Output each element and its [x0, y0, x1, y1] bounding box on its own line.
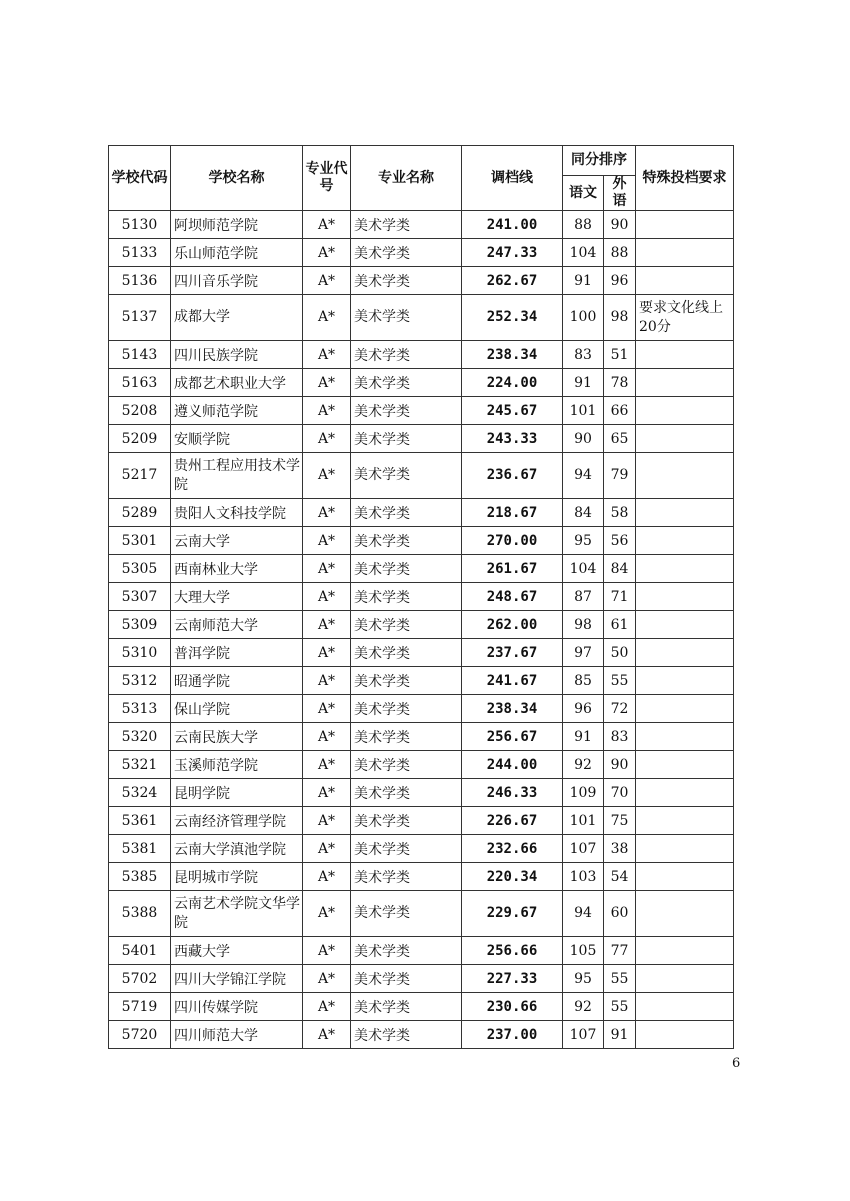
special-requirement-cell	[636, 211, 734, 239]
special-requirement-cell	[636, 611, 734, 639]
score-line-cell: 236.67	[462, 453, 563, 499]
table-row	[109, 295, 734, 341]
special-requirement-cell	[636, 751, 734, 779]
page-number: 6	[732, 1056, 741, 1071]
special-requirement-cell	[636, 453, 734, 499]
foreign-rank-cell: 38	[604, 835, 636, 863]
major-name-cell: 美术学类	[351, 453, 462, 499]
foreign-rank-cell: 79	[604, 453, 636, 499]
header-major-code: 专业代号	[303, 146, 351, 211]
special-requirement-cell	[636, 891, 734, 937]
score-line-cell: 248.67	[462, 583, 563, 611]
foreign-rank-cell: 60	[604, 891, 636, 937]
major-name-cell: 美术学类	[351, 397, 462, 425]
major-name-cell: 美术学类	[351, 1021, 462, 1049]
school-code-cell: 5217	[109, 453, 171, 499]
score-line-cell: 244.00	[462, 751, 563, 779]
school-name-cell: 成都艺术职业大学	[171, 369, 303, 397]
major-code-cell: A*	[303, 993, 351, 1021]
special-requirement-cell	[636, 779, 734, 807]
special-requirement-cell	[636, 667, 734, 695]
major-code-cell: A*	[303, 965, 351, 993]
major-name-cell: 美术学类	[351, 667, 462, 695]
major-code-cell: A*	[303, 807, 351, 835]
admission-score-table	[108, 145, 734, 1049]
special-requirement-cell	[636, 965, 734, 993]
school-code-cell: 5133	[109, 239, 171, 267]
score-line-cell: 218.67	[462, 499, 563, 527]
school-code-cell: 5307	[109, 583, 171, 611]
major-code-cell: A*	[303, 863, 351, 891]
table-row	[109, 369, 734, 397]
score-line-cell: 232.66	[462, 835, 563, 863]
score-line-cell: 245.67	[462, 397, 563, 425]
foreign-rank-cell: 66	[604, 397, 636, 425]
major-name-cell: 美术学类	[351, 267, 462, 295]
special-requirement-cell	[636, 555, 734, 583]
major-code-cell: A*	[303, 583, 351, 611]
major-name-cell: 美术学类	[351, 937, 462, 965]
major-name-cell: 美术学类	[351, 779, 462, 807]
major-name-cell: 美术学类	[351, 695, 462, 723]
special-requirement-cell	[636, 397, 734, 425]
foreign-rank-cell: 77	[604, 937, 636, 965]
score-line-cell: 256.67	[462, 723, 563, 751]
special-requirement-cell	[636, 937, 734, 965]
major-name-cell: 美术学类	[351, 611, 462, 639]
school-code-cell: 5385	[109, 863, 171, 891]
header-school-name: 学校名称	[171, 146, 303, 211]
table-row	[109, 583, 734, 611]
foreign-rank-cell: 72	[604, 695, 636, 723]
school-code-cell: 5388	[109, 891, 171, 937]
school-name-cell: 四川师范大学	[171, 1021, 303, 1049]
chinese-rank-cell: 94	[563, 453, 604, 499]
major-code-cell: A*	[303, 397, 351, 425]
major-name-cell: 美术学类	[351, 965, 462, 993]
major-name-cell: 美术学类	[351, 499, 462, 527]
school-code-cell: 5310	[109, 639, 171, 667]
chinese-rank-cell: 105	[563, 937, 604, 965]
chinese-rank-cell: 88	[563, 211, 604, 239]
school-code-cell: 5320	[109, 723, 171, 751]
special-requirement-cell	[636, 239, 734, 267]
school-name-cell: 大理大学	[171, 583, 303, 611]
major-name-cell: 美术学类	[351, 639, 462, 667]
major-name-cell: 美术学类	[351, 583, 462, 611]
table-row	[109, 639, 734, 667]
special-requirement-cell	[636, 527, 734, 555]
foreign-rank-cell: 61	[604, 611, 636, 639]
major-code-cell: A*	[303, 667, 351, 695]
chinese-rank-cell: 87	[563, 583, 604, 611]
foreign-rank-cell: 71	[604, 583, 636, 611]
foreign-rank-cell: 98	[604, 295, 636, 341]
special-requirement-cell	[636, 835, 734, 863]
table-row	[109, 341, 734, 369]
school-name-cell: 四川民族学院	[171, 341, 303, 369]
special-requirement-cell	[636, 369, 734, 397]
chinese-rank-cell: 95	[563, 527, 604, 555]
major-name-cell: 美术学类	[351, 751, 462, 779]
school-code-cell: 5309	[109, 611, 171, 639]
table-row	[109, 891, 734, 937]
table-row	[109, 397, 734, 425]
foreign-rank-cell: 90	[604, 211, 636, 239]
major-name-cell: 美术学类	[351, 863, 462, 891]
major-code-cell: A*	[303, 453, 351, 499]
school-name-cell: 贵州工程应用技术学院	[171, 453, 303, 499]
foreign-rank-cell: 50	[604, 639, 636, 667]
score-line-cell: 252.34	[462, 295, 563, 341]
chinese-rank-cell: 107	[563, 1021, 604, 1049]
foreign-rank-cell: 55	[604, 993, 636, 1021]
table-row	[109, 211, 734, 239]
school-name-cell: 昆明城市学院	[171, 863, 303, 891]
major-code-cell: A*	[303, 555, 351, 583]
school-name-cell: 昭通学院	[171, 667, 303, 695]
school-name-cell: 四川音乐学院	[171, 267, 303, 295]
major-name-cell: 美术学类	[351, 295, 462, 341]
school-code-cell: 5719	[109, 993, 171, 1021]
chinese-rank-cell: 104	[563, 239, 604, 267]
table-row	[109, 527, 734, 555]
foreign-rank-cell: 75	[604, 807, 636, 835]
special-requirement-cell	[636, 499, 734, 527]
school-name-cell: 云南师范大学	[171, 611, 303, 639]
major-name-cell: 美术学类	[351, 369, 462, 397]
school-code-cell: 5289	[109, 499, 171, 527]
major-name-cell: 美术学类	[351, 211, 462, 239]
major-code-cell: A*	[303, 723, 351, 751]
chinese-rank-cell: 90	[563, 425, 604, 453]
table-body	[109, 211, 734, 1049]
score-line-cell: 230.66	[462, 993, 563, 1021]
table-row	[109, 1021, 734, 1049]
special-requirement-cell	[636, 863, 734, 891]
school-name-cell: 保山学院	[171, 695, 303, 723]
chinese-rank-cell: 84	[563, 499, 604, 527]
foreign-rank-cell: 54	[604, 863, 636, 891]
table-row	[109, 965, 734, 993]
chinese-rank-cell: 83	[563, 341, 604, 369]
major-code-cell: A*	[303, 267, 351, 295]
school-code-cell: 5313	[109, 695, 171, 723]
school-name-cell: 四川大学锦江学院	[171, 965, 303, 993]
school-name-cell: 云南大学滇池学院	[171, 835, 303, 863]
major-name-cell: 美术学类	[351, 891, 462, 937]
header-foreign-language: 外语	[604, 176, 636, 211]
major-code-cell: A*	[303, 835, 351, 863]
school-code-cell: 5143	[109, 341, 171, 369]
chinese-rank-cell: 92	[563, 993, 604, 1021]
major-code-cell: A*	[303, 611, 351, 639]
chinese-rank-cell: 101	[563, 807, 604, 835]
foreign-rank-cell: 90	[604, 751, 636, 779]
foreign-rank-cell: 65	[604, 425, 636, 453]
score-line-cell: 238.34	[462, 695, 563, 723]
score-line-cell: 224.00	[462, 369, 563, 397]
major-code-cell: A*	[303, 499, 351, 527]
school-code-cell: 5312	[109, 667, 171, 695]
school-code-cell: 5130	[109, 211, 171, 239]
chinese-rank-cell: 91	[563, 723, 604, 751]
school-code-cell: 5321	[109, 751, 171, 779]
major-code-cell: A*	[303, 211, 351, 239]
chinese-rank-cell: 92	[563, 751, 604, 779]
chinese-rank-cell: 103	[563, 863, 604, 891]
score-line-cell: 238.34	[462, 341, 563, 369]
table-row	[109, 555, 734, 583]
special-requirement-cell: 要求文化线上20分	[636, 295, 734, 341]
chinese-rank-cell: 98	[563, 611, 604, 639]
school-code-cell: 5208	[109, 397, 171, 425]
score-line-cell: 227.33	[462, 965, 563, 993]
school-code-cell: 5401	[109, 937, 171, 965]
foreign-rank-cell: 55	[604, 667, 636, 695]
school-code-cell: 5301	[109, 527, 171, 555]
school-code-cell: 5163	[109, 369, 171, 397]
major-code-cell: A*	[303, 937, 351, 965]
school-code-cell: 5137	[109, 295, 171, 341]
school-name-cell: 西藏大学	[171, 937, 303, 965]
school-name-cell: 遵义师范学院	[171, 397, 303, 425]
major-name-cell: 美术学类	[351, 723, 462, 751]
school-name-cell: 贵阳人文科技学院	[171, 499, 303, 527]
chinese-rank-cell: 97	[563, 639, 604, 667]
score-line-cell: 261.67	[462, 555, 563, 583]
table-row	[109, 807, 734, 835]
special-requirement-cell	[636, 695, 734, 723]
school-name-cell: 云南大学	[171, 527, 303, 555]
school-name-cell: 云南艺术学院文华学院	[171, 891, 303, 937]
school-name-cell: 阿坝师范学院	[171, 211, 303, 239]
score-line-cell: 241.67	[462, 667, 563, 695]
special-requirement-cell	[636, 723, 734, 751]
major-code-cell: A*	[303, 295, 351, 341]
major-name-cell: 美术学类	[351, 555, 462, 583]
foreign-rank-cell: 70	[604, 779, 636, 807]
special-requirement-cell	[636, 807, 734, 835]
chinese-rank-cell: 100	[563, 295, 604, 341]
score-line-cell: 237.00	[462, 1021, 563, 1049]
score-line-cell: 270.00	[462, 527, 563, 555]
major-code-cell: A*	[303, 1021, 351, 1049]
school-name-cell: 安顺学院	[171, 425, 303, 453]
major-code-cell: A*	[303, 425, 351, 453]
major-name-cell: 美术学类	[351, 341, 462, 369]
special-requirement-cell	[636, 341, 734, 369]
header-special-requirement: 特殊投档要求	[636, 146, 734, 211]
foreign-rank-cell: 88	[604, 239, 636, 267]
table-row	[109, 695, 734, 723]
chinese-rank-cell: 95	[563, 965, 604, 993]
table-row	[109, 499, 734, 527]
score-line-cell: 220.34	[462, 863, 563, 891]
header-score-line: 调档线	[462, 146, 563, 211]
foreign-rank-cell: 51	[604, 341, 636, 369]
score-line-cell: 243.33	[462, 425, 563, 453]
school-name-cell: 四川传媒学院	[171, 993, 303, 1021]
chinese-rank-cell: 107	[563, 835, 604, 863]
score-line-cell: 241.00	[462, 211, 563, 239]
major-name-cell: 美术学类	[351, 993, 462, 1021]
major-code-cell: A*	[303, 891, 351, 937]
major-code-cell: A*	[303, 369, 351, 397]
school-code-cell: 5702	[109, 965, 171, 993]
table-row	[109, 835, 734, 863]
major-name-cell: 美术学类	[351, 835, 462, 863]
major-code-cell: A*	[303, 341, 351, 369]
score-line-cell: 229.67	[462, 891, 563, 937]
school-code-cell: 5305	[109, 555, 171, 583]
table-row	[109, 667, 734, 695]
table-row	[109, 723, 734, 751]
table-row	[109, 425, 734, 453]
foreign-rank-cell: 96	[604, 267, 636, 295]
chinese-rank-cell: 96	[563, 695, 604, 723]
school-code-cell: 5361	[109, 807, 171, 835]
school-name-cell: 云南经济管理学院	[171, 807, 303, 835]
special-requirement-cell	[636, 267, 734, 295]
school-name-cell: 玉溪师范学院	[171, 751, 303, 779]
special-requirement-cell	[636, 1021, 734, 1049]
major-code-cell: A*	[303, 527, 351, 555]
table-row	[109, 937, 734, 965]
score-line-cell: 262.00	[462, 611, 563, 639]
major-code-cell: A*	[303, 695, 351, 723]
major-name-cell: 美术学类	[351, 425, 462, 453]
special-requirement-cell	[636, 425, 734, 453]
table-row	[109, 751, 734, 779]
header-tie-rank: 同分排序	[563, 146, 636, 176]
special-requirement-cell	[636, 639, 734, 667]
table-row	[109, 267, 734, 295]
score-line-cell: 247.33	[462, 239, 563, 267]
school-name-cell: 昆明学院	[171, 779, 303, 807]
table-row	[109, 993, 734, 1021]
chinese-rank-cell: 101	[563, 397, 604, 425]
foreign-rank-cell: 84	[604, 555, 636, 583]
school-name-cell: 云南民族大学	[171, 723, 303, 751]
special-requirement-cell	[636, 993, 734, 1021]
header-chinese: 语文	[563, 176, 604, 211]
score-line-cell: 256.66	[462, 937, 563, 965]
major-code-cell: A*	[303, 639, 351, 667]
major-name-cell: 美术学类	[351, 239, 462, 267]
header-major-name: 专业名称	[351, 146, 462, 211]
score-line-cell: 237.67	[462, 639, 563, 667]
score-line-cell: 246.33	[462, 779, 563, 807]
header-school-code: 学校代码	[109, 146, 171, 211]
foreign-rank-cell: 78	[604, 369, 636, 397]
special-requirement-cell	[636, 583, 734, 611]
table-row	[109, 453, 734, 499]
foreign-rank-cell: 56	[604, 527, 636, 555]
school-code-cell: 5720	[109, 1021, 171, 1049]
score-line-cell: 262.67	[462, 267, 563, 295]
chinese-rank-cell: 91	[563, 267, 604, 295]
school-code-cell: 5324	[109, 779, 171, 807]
school-code-cell: 5136	[109, 267, 171, 295]
school-code-cell: 5381	[109, 835, 171, 863]
major-name-cell: 美术学类	[351, 527, 462, 555]
chinese-rank-cell: 91	[563, 369, 604, 397]
chinese-rank-cell: 85	[563, 667, 604, 695]
major-name-cell: 美术学类	[351, 807, 462, 835]
foreign-rank-cell: 83	[604, 723, 636, 751]
school-name-cell: 成都大学	[171, 295, 303, 341]
school-name-cell: 西南林业大学	[171, 555, 303, 583]
chinese-rank-cell: 104	[563, 555, 604, 583]
table-row	[109, 239, 734, 267]
school-code-cell: 5209	[109, 425, 171, 453]
chinese-rank-cell: 109	[563, 779, 604, 807]
major-code-cell: A*	[303, 751, 351, 779]
chinese-rank-cell: 94	[563, 891, 604, 937]
foreign-rank-cell: 55	[604, 965, 636, 993]
foreign-rank-cell: 58	[604, 499, 636, 527]
major-code-cell: A*	[303, 239, 351, 267]
school-name-cell: 乐山师范学院	[171, 239, 303, 267]
school-name-cell: 普洱学院	[171, 639, 303, 667]
table-row	[109, 779, 734, 807]
foreign-rank-cell: 91	[604, 1021, 636, 1049]
table-row	[109, 611, 734, 639]
score-line-cell: 226.67	[462, 807, 563, 835]
major-code-cell: A*	[303, 779, 351, 807]
table-row	[109, 863, 734, 891]
